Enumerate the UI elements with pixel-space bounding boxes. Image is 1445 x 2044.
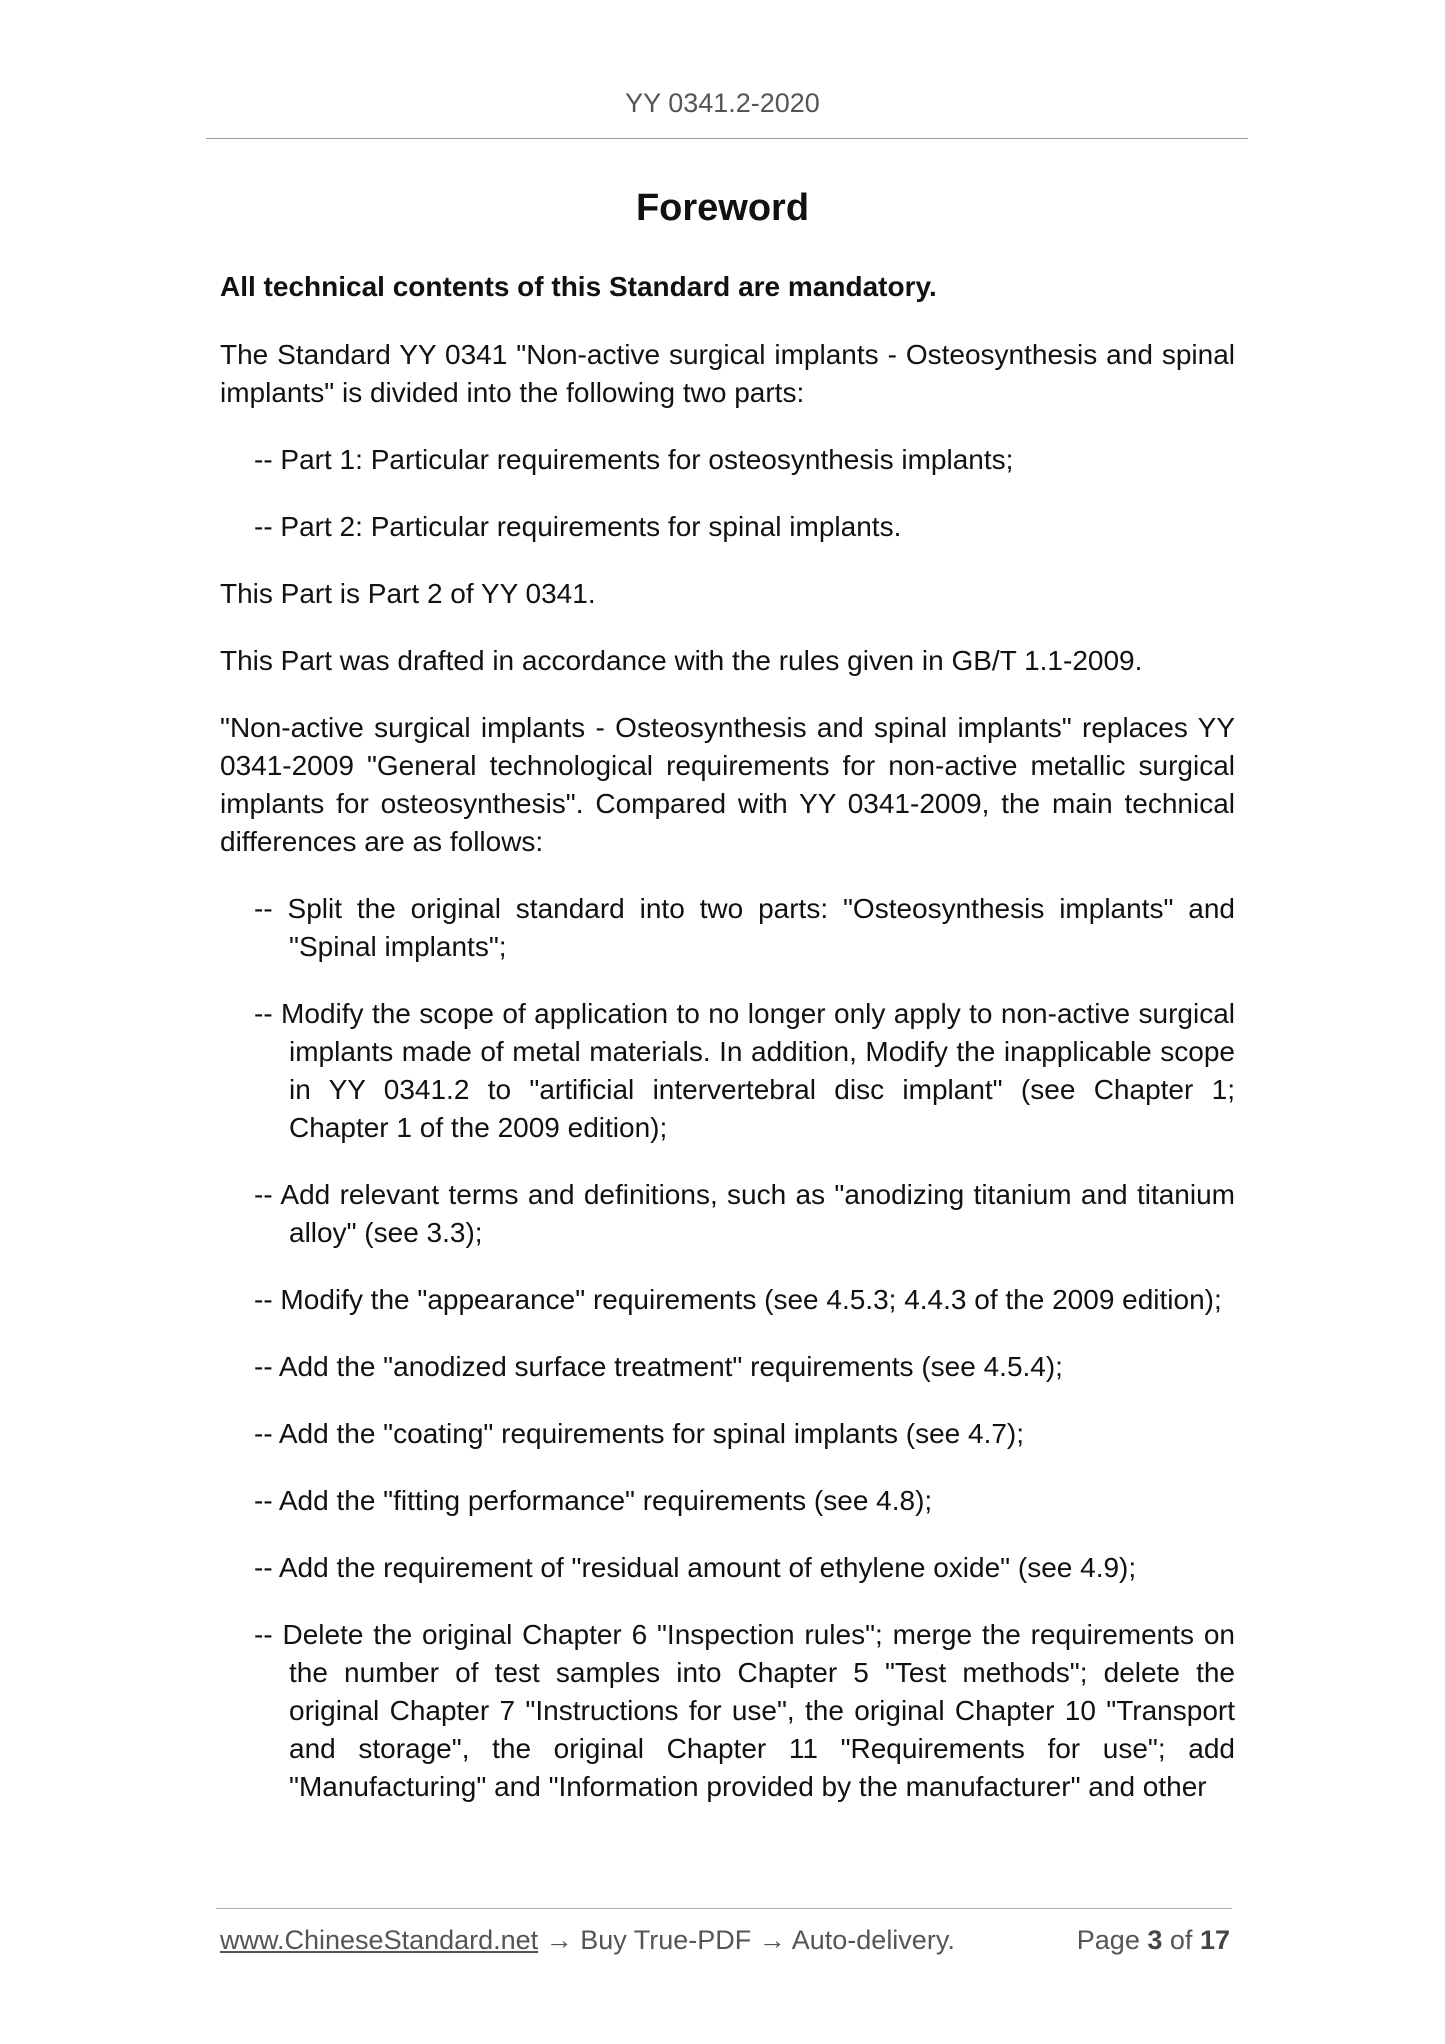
difference-item: -- Delete the original Chapter 6 "Inspection rules"; merge the requirements on the number of test samples into Chapter 5 "Test methods"; delete the original Chapter 7 "Instructions for use", the original Chapter 10 "Transport and storage", the original Chapter 11 "Requirements for use"; add "Manufacturing" and "Information provided by the manufacturer" and other <box>254 1619 1235 1802</box>
difference-item: -- Add the "coating" requirements for spinal implants (see 4.7); <box>254 1418 1025 1449</box>
header-divider <box>206 138 1248 139</box>
difference-item: -- Add the requirement of "residual amount of ethylene oxide" (see 4.9); <box>254 1552 1137 1583</box>
intro-paragraph: The Standard YY 0341 "Non-active surgical implants - Osteosynthesis and spinal implants" is divided into the following two parts: <box>220 339 1235 408</box>
page-total: 17 <box>1199 1925 1230 1955</box>
difference-item: -- Add relevant terms and definitions, such as "anodizing titanium and titanium alloy" (see 3.3); <box>254 1179 1235 1248</box>
page-label: Page <box>1076 1925 1140 1955</box>
difference-item: -- Modify the "appearance" requirements (see 4.5.3; 4.4.3 of the 2009 edition); <box>254 1284 1222 1315</box>
difference-item: -- Modify the scope of application to no longer only apply to non-active surgical implants made of metal materials. In addition, Modify the inapplicable scope in YY 0341.2 to "artificial intervertebral disc implant" (see Chapter 1; Chapter 1 of the 2009 edition); <box>254 998 1235 1143</box>
footer-divider <box>216 1908 1232 1909</box>
difference-item: -- Split the original standard into two parts: "Osteosynthesis implants" and "Spinal implants"; <box>254 893 1235 962</box>
part-list-item-2: -- Part 2: Particular requirements for spinal implants. <box>254 511 902 542</box>
website-link[interactable]: www.ChineseStandard.net <box>220 1925 539 1955</box>
footer-tagline: → Buy True-PDF → Auto-delivery. <box>538 1925 955 1955</box>
footer-promo <box>220 1925 955 1956</box>
difference-item: -- Add the "anodized surface treatment" requirements (see 4.5.4); <box>254 1351 1063 1382</box>
document-code-header: YY 0341.2-2020 <box>625 88 820 118</box>
replaces-paragraph: "Non-active surgical implants - Osteosynthesis and spinal implants" replaces YY 0341-2009 "General technological requirements for non-active metallic surgical implants for osteosynthesis". Compared with YY 0341-2009, the main technical differences are as follows: <box>220 712 1235 857</box>
this-part-paragraph: This Part is Part 2 of YY 0341. <box>220 578 596 609</box>
foreword-body <box>220 268 1235 1835</box>
part-list-item-1: -- Part 1: Particular requirements for osteosynthesis implants; <box>254 444 1014 475</box>
mandatory-statement: All technical contents of this Standard are mandatory. <box>220 271 937 302</box>
page-current: 3 <box>1147 1925 1163 1955</box>
page-title: Foreword <box>635 187 810 229</box>
difference-item: -- Add the "fitting performance" requirements (see 4.8); <box>254 1485 933 1516</box>
page-of-label: of <box>1169 1925 1193 1955</box>
drafted-paragraph: This Part was drafted in accordance with the rules given in GB/T 1.1-2009. <box>220 645 1143 676</box>
page-footer <box>220 1925 1230 1965</box>
page-number <box>1077 1925 1230 1956</box>
